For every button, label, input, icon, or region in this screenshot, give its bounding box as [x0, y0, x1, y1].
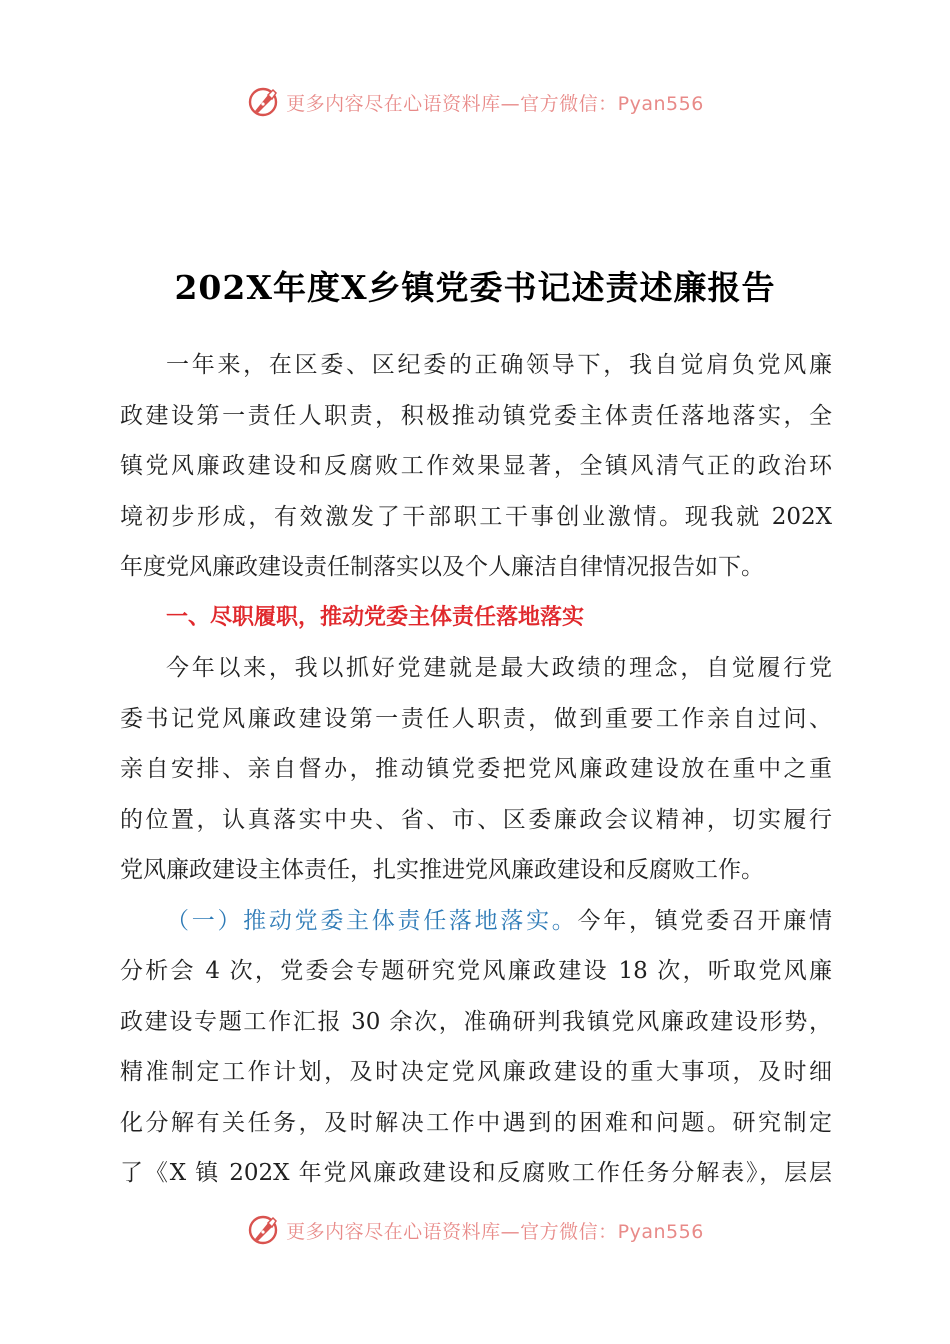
- intro-line-1: 一年来，在区委、区纪委的正确领导下，我自觉肩负党风廉: [166, 352, 832, 378]
- subsection-1-line-4: 精准制定工作计划，及时决定党风廉政建设的重大事项，及时细: [120, 1059, 832, 1085]
- document-body: [120, 340, 832, 1199]
- subsection-1-line-3: 政建设专题工作汇报 30 余次，准确研判我镇党风廉政建设形势，: [120, 1008, 832, 1035]
- section-1-line-4: 的位置，认真落实中央、省、市、区委廉政会议精神，切实履行: [120, 806, 832, 833]
- subsection-1-first-rest: 今年，镇党委召开廉情: [577, 907, 833, 934]
- section-1-line-3: 亲自安排、亲自督办，推动镇党委把党风廉政建设放在重中之重: [120, 756, 832, 782]
- section-1-line-1: 今年以来，我以抓好党建就是最大政绩的理念，自觉履行党: [166, 655, 832, 681]
- subsection-1-heading: （一）推动党委主体责任落地落实。: [166, 907, 578, 934]
- watermark-bottom: [0, 1210, 950, 1250]
- intro-line-3: 镇党风廉政建设和反腐败工作效果显著，全镇风清气正的政治环: [120, 453, 832, 479]
- watermark-wechat-id: Pyan556: [617, 92, 704, 115]
- watermark-text: [286, 1217, 704, 1244]
- subsection-1-line-5: 化分解有关任务，及时解决工作中遇到的困难和问题。研究制定: [120, 1109, 832, 1136]
- watermark-text: [286, 89, 704, 116]
- pen-nib-circle-icon: [246, 1213, 280, 1247]
- watermark-main-text: 更多内容尽在心语资料库—官方微信：: [286, 92, 618, 115]
- watermark-top: [0, 82, 950, 122]
- watermark-main-text: 更多内容尽在心语资料库—官方微信：: [286, 1220, 618, 1243]
- document-title: 202X年度X乡镇党委书记述责述廉报告: [174, 268, 776, 307]
- section-1-line-5: 党风廉政建设主体责任，扎实推进党风廉政建设和反腐败工作。: [120, 857, 764, 883]
- intro-line-4: 境初步形成，有效激发了干部职工干事创业激情。现我就 202X: [120, 503, 832, 530]
- subsection-1-first-line: [120, 896, 832, 947]
- watermark-wechat-id: Pyan556: [617, 1220, 704, 1243]
- pen-nib-circle-icon: [246, 85, 280, 119]
- intro-line-2: 政建设第一责任人职责，积极推动镇党委主体责任落地落实，全: [120, 402, 832, 429]
- intro-line-5: 年度党风廉政建设责任制落实以及个人廉洁自律情况报告如下。: [120, 554, 764, 580]
- section-1-heading: 一、尽职履职，推动党委主体责任落地落实: [166, 604, 585, 630]
- section-1-line-2: 委书记党风廉政建设第一责任人职责，做到重要工作亲自过问、: [120, 705, 832, 732]
- subsection-1-line-2: 分析会 4 次，党委会专题研究党风廉政建设 18 次，听取党风廉: [120, 958, 832, 984]
- subsection-1-line-6: 了《X 镇 202X 年党风廉政建设和反腐败工作任务分解表》，层层: [120, 1160, 832, 1186]
